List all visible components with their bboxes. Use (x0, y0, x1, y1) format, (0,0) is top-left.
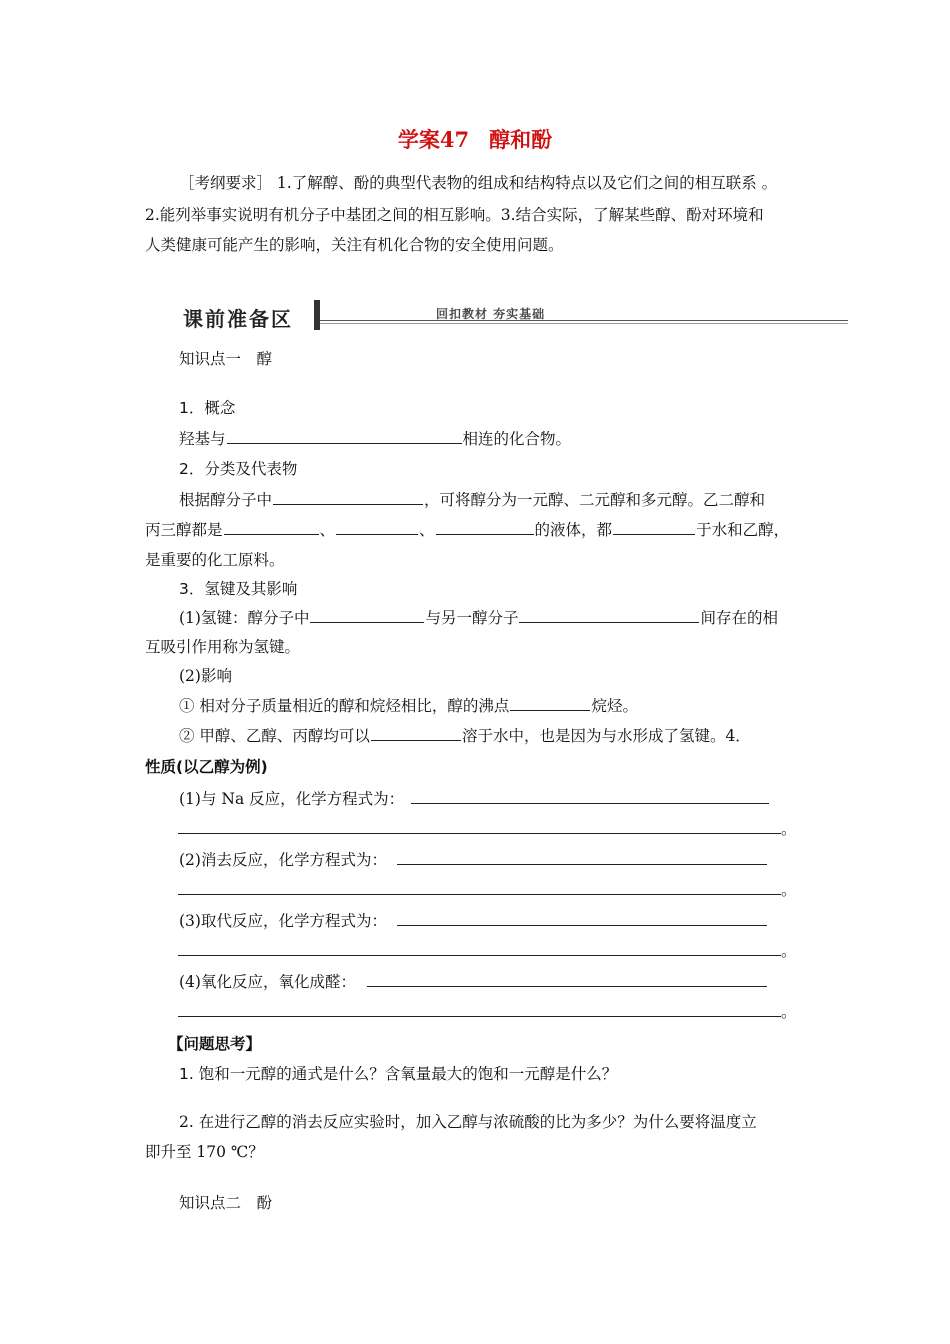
hbond-line-4: ① 相对分子质量相近的醇和烷烃相比，醇的沸点 烷烃。 (179, 697, 638, 715)
concept-line: 羟基与 相连的化合物。 (179, 430, 572, 448)
banner-subtitle: 回扣教材 夯实基础 (436, 307, 546, 321)
requirements-line-2: 2.能列举事实说明有机分子中基团之间的相互影响。3.结合实际，了解某些醇、酚对环境和 (145, 206, 764, 224)
answer-blank[interactable] (336, 519, 418, 535)
requirements-line-3: 人类健康可能产生的影响，关注有机化合物的安全使用问题。 (145, 236, 564, 254)
answer-line[interactable] (178, 894, 781, 895)
answer-blank[interactable] (519, 607, 699, 623)
classify-line-3: 是重要的化工原料。 (145, 551, 285, 569)
title-number: 学案47 (397, 127, 470, 152)
kp1-heading: 知识点一 醇 (179, 350, 273, 368)
page-title (0, 124, 950, 154)
question-2-line-1: 2. 在进行乙醇的消去反应实验时，加入乙醇与浓硫酸的比为多少？为什么要将温度立 (179, 1113, 757, 1131)
props-row-3: (3)取代反应，化学方程式为： (179, 912, 387, 930)
questions-heading: 【问题思考】 (168, 1035, 262, 1053)
props-row-1: (1)与 Na 反应，化学方程式为： (179, 790, 405, 808)
requirements-line-1: ［考纲要求］ 1.了解醇、酚的典型代表物的组成和结构特点以及它们之间的相互联系 。 (179, 174, 778, 192)
props-row-2: (2)消去反应，化学方程式为： (179, 851, 387, 869)
hbond-line-5: ② 甲醇、乙醇、丙醇均可以 溶于水中，也是因为与水形成了氢键。4． (179, 727, 751, 745)
classify-line-2: 丙三醇都是 、 、 的液体，都 于水和乙醇， (145, 521, 790, 539)
props-row-4: (4)氧化反应，氧化成醛： (179, 973, 356, 991)
banner-bar (314, 300, 320, 330)
banner-rule (318, 320, 848, 321)
answer-blank[interactable] (613, 519, 695, 535)
props-heading: 性质(以乙醇为例) (145, 758, 268, 776)
classify-heading: 2．分类及代表物 (179, 460, 298, 478)
period: 。 (781, 881, 797, 899)
answer-line[interactable] (178, 955, 781, 956)
classify-line-1: 根据醇分子中 ，可将醇分为一元醇、二元醇和多元醇。乙二醇和 (179, 491, 766, 509)
hbond-line-2: 互吸引作用称为氢键。 (145, 638, 301, 656)
question-2-line-2: 即升至 170 ℃？ (145, 1143, 264, 1161)
period: 。 (781, 820, 797, 838)
answer-blank[interactable] (310, 607, 424, 623)
answer-line[interactable] (178, 1016, 781, 1017)
kp2-heading: 知识点二 酚 (179, 1194, 273, 1212)
period: 。 (781, 942, 797, 960)
hbond-line-3: (2)影响 (179, 667, 232, 685)
answer-blank[interactable] (510, 695, 590, 711)
banner-rule-secondary (318, 323, 848, 324)
answer-line[interactable] (178, 833, 781, 834)
title-topic: 醇和酚 (489, 127, 553, 152)
concept-heading: 1．概念 (179, 399, 236, 417)
answer-blank[interactable] (436, 519, 534, 535)
question-1: 1. 饱和一元醇的通式是什么？含氧量最大的饱和一元醇是什么？ (179, 1065, 618, 1083)
answer-line[interactable] (397, 864, 767, 865)
period: 。 (781, 1003, 797, 1021)
banner-label: 课前准备区 (183, 307, 293, 331)
answer-blank[interactable] (371, 725, 461, 741)
answer-blank[interactable] (227, 428, 462, 444)
hbond-line-1: (1)氢键：醇分子中 与另一醇分子 间存在的相 (179, 609, 778, 627)
answer-blank[interactable] (224, 519, 319, 535)
answer-line[interactable] (367, 986, 767, 987)
answer-line[interactable] (411, 803, 769, 804)
answer-line[interactable] (397, 925, 767, 926)
hbond-heading: 3．氢键及其影响 (179, 580, 298, 598)
answer-blank[interactable] (273, 489, 423, 505)
